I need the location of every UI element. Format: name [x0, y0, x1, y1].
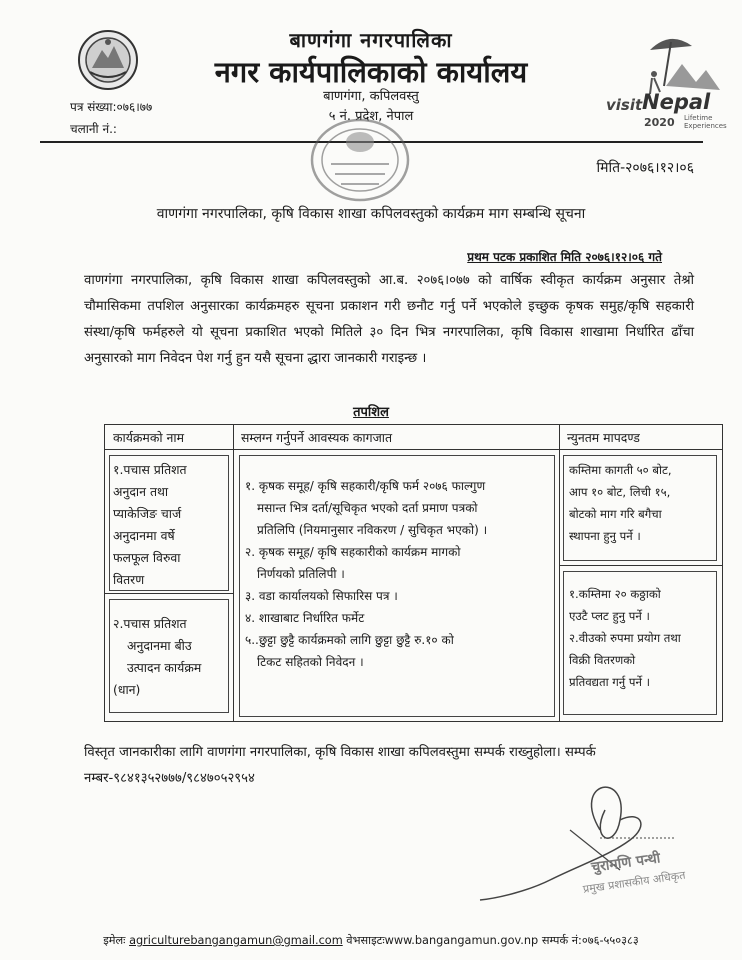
document-line: ५..छुट्टा छुट्टै कार्यक्रमको लागि छुट्टा छुट्टै रु.१० को: [245, 633, 454, 647]
dispatch-number: चलानी नं.:: [70, 122, 117, 136]
office-stamp-icon: [305, 112, 415, 204]
email-link[interactable]: agriculturebangangamun@gmail.com: [129, 934, 343, 947]
criteria-1-line: स्थापना हुनु पर्ने ।: [569, 529, 641, 543]
program-2-line: २.पचास प्रतिशत: [113, 616, 187, 631]
criteria-2: [569, 583, 681, 693]
municipality-name: बाणगंगा नगरपालिका: [289, 28, 453, 52]
visit-year: 2020: [644, 116, 675, 129]
document-line: प्रतिलिपि (नियमानुसार नविकरण / सुचिकृत भएको) ।: [257, 523, 488, 537]
phone-label: सम्पर्क नं:: [541, 934, 582, 947]
visit-tagline: [684, 114, 727, 130]
program-1-line: प्याकेजिङ चार्ज: [113, 506, 182, 521]
website-link[interactable]: www.bangangamun.gov.np: [384, 934, 539, 947]
document-line: टिकट सहितको निवेदन ।: [257, 655, 364, 669]
tagline-line-2: Experiences: [684, 122, 727, 130]
contact-info: विस्तृत जानकारीका लागि वाणगंगा नगरपालिका, कृषि विकास शाखा कपिलवस्तुमा सम्पर्क राख्नुहोला। सम्पर्क नम्बर-९८४१३५२७७७/९८४७०५२९५४: [84, 745, 596, 786]
program-1-line: फलफूल विरुवा: [113, 550, 181, 565]
notice-subject: वाणगंगा नगरपालिका, कृषि विकास शाखा कपिलवस्तुको कार्यक्रम माग सम्बन्धि सूचना: [156, 206, 586, 222]
header-criteria: न्युनतम मापदण्ड: [567, 430, 640, 445]
notice-body: वाणगंगा नगरपालिका, कृषि विकास शाखा कपिलवस्तुको आ.ब. २०७६।०७७ को वार्षिक स्वीकृत कार्यक्रम अनुसार तेश्रो चौमासिकमा तपशिल अनुसारका कार्यक्रमहरु सूचना प्रकाशन गरी छनौट गर्नु पर्ने भएकोले इच्छुक कृषक समुह/कृषि सहकारी संस्था/कृषि फर्महरुले यो सूचना प्रकाशित भएको मितिले ३० दिन भित्र नगरपालिका, कृषि विकास शाखामा निर्धारित ढाँचा अनुसारको माग निवेदन पेश गर्नु हुन यसै सूचना द्धारा जानकारी गराइन्छ ।: [84, 273, 694, 366]
table-title: तपशिल: [353, 405, 389, 420]
document-line: १. कृषक समूह/ कृषि सहकारी/कृषि फर्म २०७६ फाल्गुण: [245, 479, 486, 493]
criteria-2-line: विक्री वितरणको: [569, 653, 636, 667]
table-col-divider: [233, 425, 234, 721]
document-line: निर्णयको प्रतिलिपी ।: [257, 567, 345, 581]
first-published-date: प्रथम पटक प्रकाशित मिति २०७६।१२।०६ गते: [467, 250, 662, 264]
criteria-2-line: १.कम्तिमा २० कठ्ठाको: [569, 587, 661, 601]
criteria-1-line: कम्तिमा कागती ५० बोट,: [569, 463, 672, 477]
website-label: वेभसाइटः: [346, 934, 385, 947]
office-name: नगर कार्यपालिकाको कार्यालय: [214, 55, 528, 89]
visit-nepal-logo: [592, 30, 727, 130]
visit-word: visit: [606, 96, 643, 114]
required-documents: [245, 475, 487, 673]
program-1-line: १.पचास प्रतिशत: [113, 462, 187, 477]
phone-number: ०७६-५५०३८३: [581, 934, 639, 947]
criteria-1-line: आप १० बोट, लिची १५,: [569, 485, 671, 499]
signatory-title: प्रमुख प्रशासकीय अधिकृत: [582, 868, 687, 896]
criteria-1: [569, 459, 672, 547]
document-line: ३. वडा कार्यालयको सिफारिस पत्र ।: [245, 589, 398, 603]
table-row-divider: [105, 593, 233, 594]
program-1: [113, 459, 187, 591]
email-label: इमेलः: [103, 934, 126, 947]
office-address: बाणगंगा, कपिलवस्तु: [323, 89, 419, 104]
program-1-line: अनुदानमा वर्षे: [113, 528, 175, 543]
header-documents: सम्लग्न गर्नुपर्ने आवस्यक कागजात: [241, 430, 393, 445]
program-1-line: अनुदान तथा: [113, 484, 169, 499]
criteria-2-line: प्रतिवद्यता गर्नु पर्ने ।: [569, 675, 651, 689]
signatory-name: चुरामणि पन्थी: [590, 850, 662, 876]
notice-date: मिति-२०७६।१२।०६: [596, 160, 694, 176]
program-1-line: वितरण: [113, 572, 145, 587]
office-province: ५ नं. प्रदेश, नेपाल: [328, 109, 414, 124]
program-2-line: अनुदानमा बीउ: [127, 638, 192, 653]
document-line: ४. शाखाबाट निर्धारित फर्मेट: [245, 611, 365, 625]
criteria-2-line: २.वीउको रुपमा प्रयोग तथा: [569, 631, 681, 645]
table-col-divider: [559, 425, 560, 721]
footer: [0, 933, 742, 948]
table-row-divider: [559, 565, 722, 566]
details-table: [104, 424, 723, 722]
criteria-2-line: एउटै प्लट हुनु पर्ने ।: [569, 609, 650, 623]
table-header-divider: [105, 449, 722, 450]
criteria-1-line: बोटको माग गरि बगैचा: [569, 507, 662, 521]
nepal-word: Nepal: [642, 90, 711, 114]
tagline-line-1: Lifetime: [684, 114, 713, 122]
program-2-line: उत्पादन कार्यक्रम: [127, 660, 202, 675]
document-line: २. कृषक समूह/ कृषि सहकारीको कार्यक्रम मागको: [245, 545, 461, 559]
letter-number: पत्र संख्या:०७६।७७: [70, 100, 153, 114]
program-2-line: (धान): [113, 682, 141, 697]
header-program: कार्यक्रमको नाम: [113, 430, 184, 445]
program-2: [113, 613, 201, 701]
document-line: मसान्त भित्र दर्ता/सूचिकृत भएको दर्ता प्रमाण पत्रको: [257, 501, 478, 515]
